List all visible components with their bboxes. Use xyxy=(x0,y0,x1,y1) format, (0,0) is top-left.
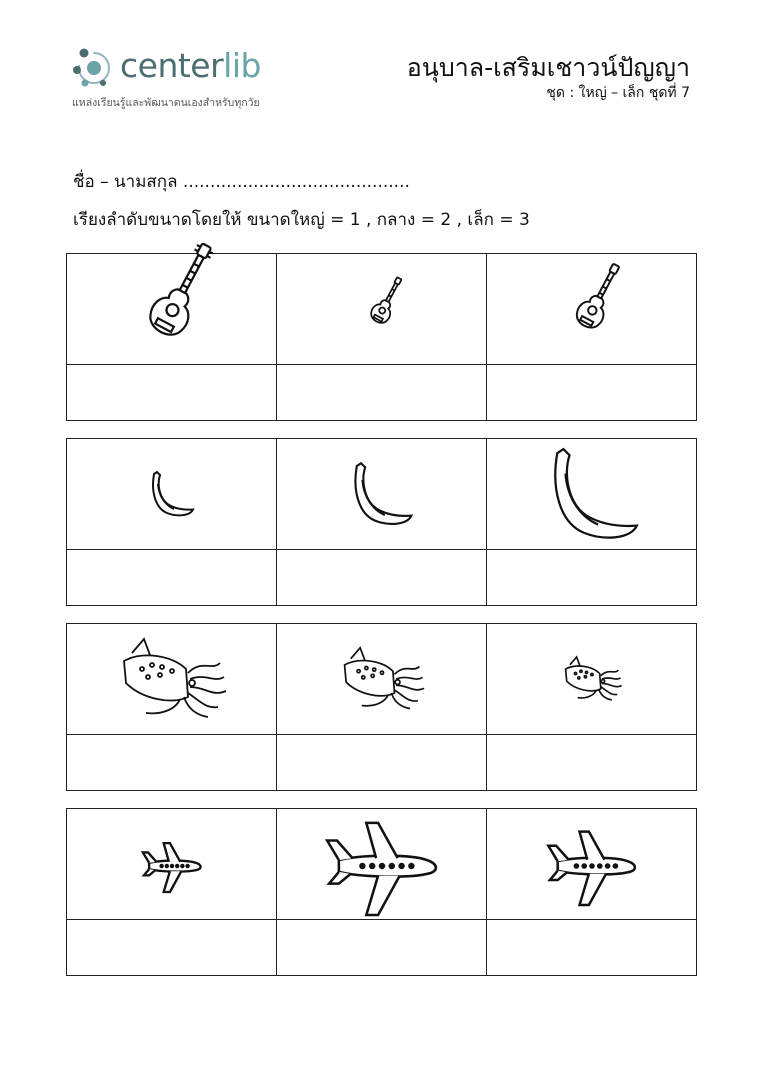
answer-box[interactable] xyxy=(66,549,277,606)
guitar-icon xyxy=(122,259,222,359)
picture-cell xyxy=(66,623,277,735)
banana-icon xyxy=(332,444,432,544)
airplane-icon xyxy=(532,814,652,914)
worksheet-subtitle: ชุด : ใหญ่ – เล็ก ชุดที่ 7 xyxy=(546,85,690,101)
brand-tagline: แหล่งเรียนรู้และพัฒนาตนเองสำหรับทุกวัย xyxy=(72,97,260,109)
answer-box[interactable] xyxy=(66,919,277,976)
answer-box[interactable] xyxy=(486,364,697,421)
exercise-row-squid xyxy=(66,623,697,791)
picture-cell xyxy=(486,623,697,735)
airplane-icon xyxy=(322,814,442,914)
guitar-icon xyxy=(332,259,432,359)
picture-cell xyxy=(486,253,697,365)
answer-box[interactable] xyxy=(486,734,697,791)
picture-cell xyxy=(486,808,697,920)
picture-cell xyxy=(66,438,277,550)
squid-icon xyxy=(112,629,232,729)
student-name-field[interactable]: ชื่อ – นามสกุล .......................................... xyxy=(73,172,410,192)
answer-box[interactable] xyxy=(276,364,487,421)
answer-box[interactable] xyxy=(486,919,697,976)
instruction-text: เรียงลำดับขนาดโดยให้ ขนาดใหญ่ = 1 , กลาง = 2 , เล็ก = 3 xyxy=(73,210,530,230)
squid-icon xyxy=(532,629,652,729)
answer-box[interactable] xyxy=(486,549,697,606)
answer-box[interactable] xyxy=(276,734,487,791)
airplane-icon xyxy=(112,814,232,914)
answer-box[interactable] xyxy=(276,919,487,976)
exercise-row-airplane xyxy=(66,808,697,976)
picture-cell xyxy=(276,808,487,920)
picture-cell xyxy=(486,438,697,550)
molecule-logo-icon xyxy=(70,44,118,92)
guitar-icon xyxy=(542,259,642,359)
brand-wordmark: centerlib xyxy=(120,46,261,85)
answer-box[interactable] xyxy=(66,734,277,791)
picture-cell xyxy=(66,253,277,365)
picture-cell xyxy=(66,808,277,920)
answer-box[interactable] xyxy=(276,549,487,606)
exercise-row-banana xyxy=(66,438,697,606)
picture-cell xyxy=(276,253,487,365)
picture-cell xyxy=(276,438,487,550)
picture-cell xyxy=(276,623,487,735)
banana-icon xyxy=(122,444,222,544)
banana-icon xyxy=(542,444,642,544)
squid-icon xyxy=(322,629,442,729)
answer-box[interactable] xyxy=(66,364,277,421)
exercise-row-guitar xyxy=(66,253,697,421)
worksheet-title: อนุบาล-เสริมเชาวน์ปัญญา xyxy=(406,53,690,82)
